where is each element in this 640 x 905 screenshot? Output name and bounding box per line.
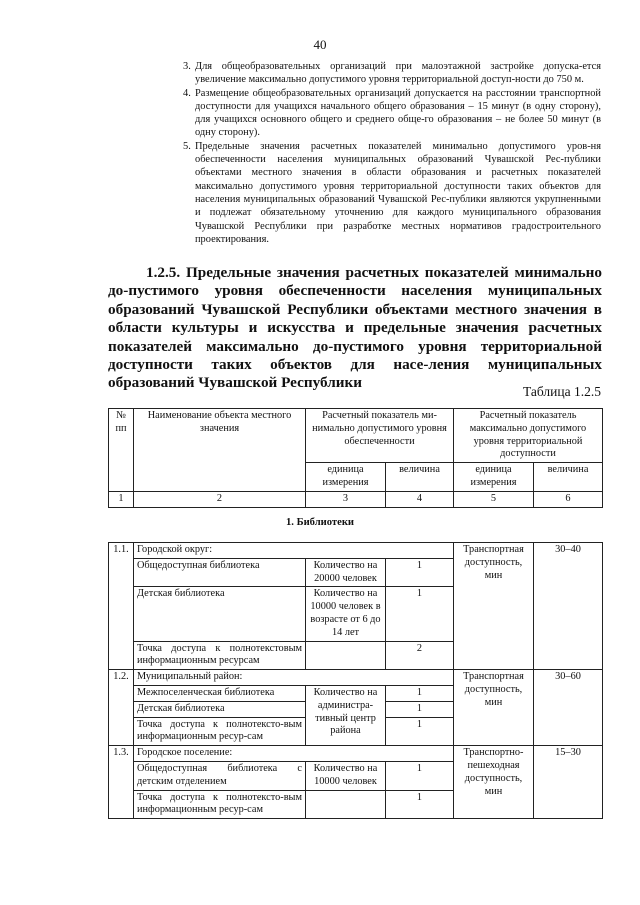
unit-cell: Количество на 10000 человек в возрасте от 6 до 14 лет [306,587,386,641]
header-num: № пп [109,409,134,492]
access-value: 30–40 [534,543,603,670]
data-table [108,542,603,819]
note-number: 4. [183,87,191,99]
group-number: 1.3. [109,746,134,819]
header-value: величина [386,463,454,492]
header-unit: единица измерения [306,463,386,492]
page-number: 40 [313,37,327,52]
header-row [109,409,603,463]
column-number: 6 [534,491,603,507]
note-item [183,60,601,87]
group-row [109,746,603,762]
column-number-row [109,491,603,507]
access-value: 15–30 [534,746,603,819]
header-unit: единица измерения [454,463,534,492]
column-number: 5 [454,491,534,507]
column-number: 4 [386,491,454,507]
note-text: Размещение общеобразовательных организаций допускается на расстоянии транспортной доступности для учащихся начального общего образования – 15 минут (в одну сторону), для учащихся основного общего и среднего обще-го образования – не более 50 минут (в одну сторону). [195,87,601,139]
header-min-level: Расчетный показатель ми-нимально допустимого уровня обеспеченности [306,409,454,463]
header-table [108,408,603,508]
group-row [109,670,603,686]
object-name: Точка доступа к полнотексто-вым информационным ресур-сам [134,717,306,746]
object-name: Межпоселенческая библиотека [134,685,306,701]
group-title: Городское поселение: [134,746,454,762]
access-unit: Транспортно-пешеходная доступность, мин [454,746,534,819]
subsection-title: 1. Библиотеки [285,517,355,528]
table-caption: Таблица 1.2.5 [523,384,601,399]
header-value: величина [534,463,603,492]
object-name: Общедоступная библиотека с детским отделением [134,761,306,790]
value-cell: 1 [386,558,454,587]
object-name: Общедоступная библиотека [134,558,306,587]
section-title: 1.2.5. Предельные значения расчетных показателей минимально до-пустимого уровня обеспеченности населения муниципальных образований Чувашской Республики объектами местного значения в области культуры и искусства и предельные значения расчетных показателей максимально до-пустимого уровня территориальной доступности таких объектов для насе-ления муниципальных образований Чувашской Республики [108,264,602,392]
value-cell: 1 [386,587,454,641]
column-number: 2 [134,491,306,507]
column-number: 3 [306,491,386,507]
note-item [183,87,601,140]
access-unit: Транспортная доступность, мин [454,543,534,670]
group-title: Городской округ: [134,543,454,559]
unit-cell: Количество на 20000 человек [306,558,386,587]
unit-cell: Количество на администра-тивный центр района [306,685,386,745]
group-row [109,543,603,559]
value-cell: 1 [386,717,454,746]
unit-cell [306,641,386,670]
notes-list [183,60,601,246]
object-name: Точка доступа к полнотексто-вым информационным ресур-сам [134,790,306,819]
object-name: Детская библиотека [134,587,306,641]
header-name: Наименование объекта местного значения [134,409,306,492]
value-cell: 2 [386,641,454,670]
value-cell: 1 [386,701,454,717]
header-max-level: Расчетный показатель максимально допустимого уровня территориальной доступности [454,409,603,463]
note-number: 5. [183,140,191,152]
object-name: Точка доступа к полнотекстовым информационным ресурсам [134,641,306,670]
object-name: Детская библиотека [134,701,306,717]
access-unit: Транспортная доступность, мин [454,670,534,746]
note-item [183,140,601,246]
access-value: 30–60 [534,670,603,746]
value-cell: 1 [386,685,454,701]
note-number: 3. [183,61,191,72]
unit-cell: Количество на 10000 человек [306,761,386,790]
value-cell: 1 [386,761,454,790]
note-text: Предельные значения расчетных показателей минимально допустимого уров-ня обеспеченности населения муниципальных образований Чувашской Рес-публики объектами местного значения в области образования и расчетных показателей максимально допустимого уровня территориальной доступности таких объектов для населения муниципальных образований Чувашской Рес-публики являются укрупненными и подлежат обязательному уточнению для каждого муниципального образования Чувашской Республики при разработке местных нормативов градостроительного проектирования. [195,140,601,245]
note-text: Для общеобразовательных организаций при малоэтажной застройке допуска-ется увеличение максимально допустимого уровня территориальной доступ-ности до 750 м. [195,61,601,86]
value-cell: 1 [386,790,454,819]
column-number: 1 [109,491,134,507]
unit-cell [306,790,386,819]
group-title: Муниципальный район: [134,670,454,686]
group-number: 1.2. [109,670,134,746]
group-number: 1.1. [109,543,134,670]
